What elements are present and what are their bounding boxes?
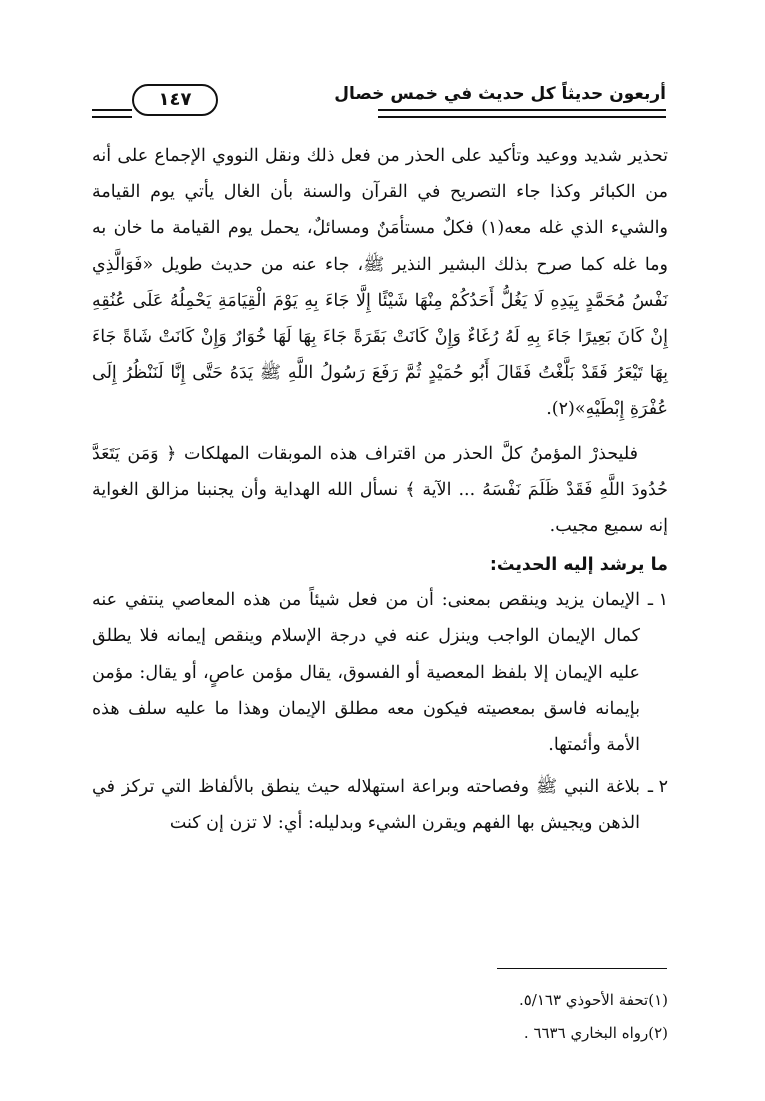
section-heading: ما يرشد إليه الحديث: <box>489 555 668 576</box>
footnote: (١)تحفة الأحوذي ٥/١٦٣. <box>518 991 668 1009</box>
footnote-separator <box>497 968 667 969</box>
list-item <box>92 769 668 841</box>
paragraph-warning: فليحذرْ المؤمنُ كلَّ الحذر من اقتراف هذه الموبقات المهلكات ﴿ وَمَن يَتَعَدَّ حُدُودَ اللَّهِ فَقَدْ ظَلَمَ نَفْسَهُ ... الآية ﴾ نسأل الله الهداية وأن يجنبنا مزالق الغواية إنه سميع مجيب. <box>92 443 668 537</box>
footnote: (٢)رواه البخاري ٦٦٣٦ . <box>523 1024 668 1042</box>
page-number: ١٤٧ <box>132 84 218 116</box>
header-rule-left <box>92 109 132 118</box>
list-item-text: الإيمان يزيد وينقص بمعنى: أن من فعل شيئاً من هذه المعاصي ينتفي عنه كمال الإيمان الواجب وينزل عنه في درجة الإسلام وينقص إيمانه فلا يطلق عليه الإيمان إلا بلفظ المعصية أو الفسوق، يقال مؤمن عاصٍ، أو يقال: مؤمن بإيمانه فاسق بمعصيته فيكون معه مطلق الإيمان وهذا ما عليه سلف هذه الأمة وأئمتها. <box>92 590 640 756</box>
list-item-text: بلاغة النبي ﷺ وفصاحته وبراعة استهلاله حيث ينطق بالألفاظ التي تركز في الذهن ويجيش بها الفهم ويقرن الشيء وبدليله: أي: لا تزن إن كنت <box>92 777 640 834</box>
list-item <box>92 582 668 763</box>
paragraph-hadith-commentary: تحذير شديد ووعيد وتأكيد على الحذر من فعل ذلك ونقل النووي الإجماع على أنه من الكبائر وكذا جاء التصريح في القرآن والسنة بأن الغال يأتي يوم القيامة والشيء الذي غله معه(١) فكلٌ مستأمَنٌ ومسائلٌ، يحمل يوم القيامة ما خان به وما غله كما صرح بذلك البشير النذير ﷺ، جاء عنه من حديث طويل «فَوَالَّذِي نَفْسُ مُحَمَّدٍ بِيَدِهِ لَا يَغُلُّ أَحَدُكُمْ مِنْهَا شَيْئًا إِلَّا جَاءَ بِهِ يَوْمَ الْقِيَامَةِ يَحْمِلُهُ عَلَى عُنُقِهِ إِنْ كَانَ بَعِيرًا جَاءَ بِهِ لَهُ رُغَاءٌ وَإِنْ كَانَتْ بَقَرَةً جَاءَ بِهَا لَهَا خُوَارٌ وَإِنْ كَانَتْ شَاةً جَاءَ بِهَا تَيْعَرُ فَقَدْ بَلَّغْتُ فَقَالَ أَبُو حُمَيْدٍ ثُمَّ رَفَعَ رَسُولُ اللَّهِ ﷺ يَدَهُ حَتَّى إِنَّا لَنَنْظُرُ إِلَى عُفْرَةِ إِبْطَيْهِ»(٢). <box>92 146 668 420</box>
body-text <box>92 138 668 842</box>
list-item-number: ١ ـ <box>647 590 668 611</box>
header-rule-right <box>378 109 666 118</box>
list-item-number: ٢ ـ <box>647 777 668 798</box>
footnotes <box>92 984 668 1050</box>
header-title: أربعون حديثاً كل حديث في خمس خصال <box>334 84 666 104</box>
running-header <box>92 78 666 118</box>
